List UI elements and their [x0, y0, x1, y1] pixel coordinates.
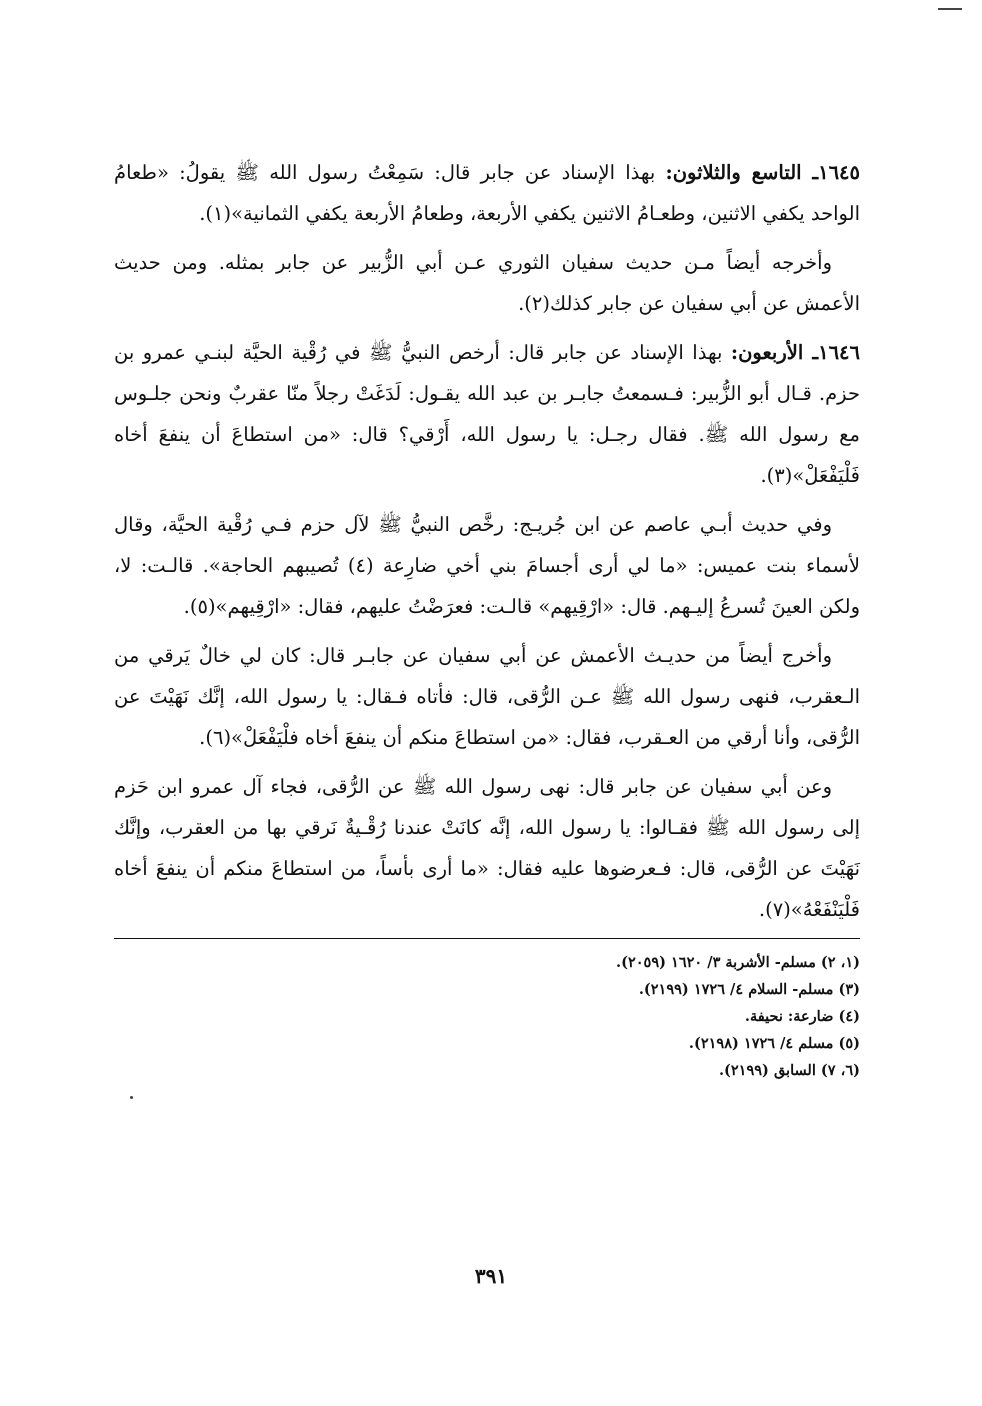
speck — [130, 1096, 133, 1099]
hadith-number: ١٦٤٥ — [818, 161, 860, 184]
footnotes — [114, 949, 860, 1084]
footnote: (٦، ٧) السابق (٢١٩٩). — [718, 1062, 860, 1079]
footnote: (٣) مسلم- السلام ٤/ ١٧٢٦ (٢١٩٩). — [638, 981, 860, 998]
hadith-number: ١٦٤٦ — [818, 341, 860, 364]
paragraph-text: بهذا الإسناد عن جابر قال: أرخص النبيُّ ﷺ في رُقْية الحيَّة لبنـي عمرو بن حزم. قـال أبو الزُّبير: فـسمعتُ جابـر بن عبد الله يقـول: لَدَغَتْ رجلاً منّا عقربٌ ونحن جلـوس مع رسول الله ﷺ. فقال رجـل: يا رسول الله، أَرْقي؟ قال: «من استطاعَ أن ينفعَ أخاه فَلْيَفْعَلْ»(٣). — [114, 341, 860, 487]
paragraph-text: وفي حديث أبـي عاصم عن ابن جُريـج: رخَّص النبيُّ ﷺ لآل حزم فـي رُقْية الحيَّة، وقال لأسماء بنت عميس: «ما لي أرى أجسامَ بني أخي ضارِعة (٤) تُصيبهم الحاجة». قالـت: لا، ولكن العينَ تُسرعُ إليـهم. قال: «ارْقِيهم» قالـت: فعرَضْتُ عليهم، فقال: «ارْقِيهم»(٥). — [114, 513, 860, 618]
paragraph — [114, 504, 860, 627]
footnote-separator — [114, 938, 860, 939]
footnote: (٤) ضارعة: نحيفة. — [744, 1008, 860, 1025]
paragraph — [114, 635, 860, 758]
page-number: ٣٩١ — [474, 1264, 508, 1288]
paragraph-text: وأخرجه أيضاً مـن حديث سفيان الثوري عـن أبي الزُّبير عن جابر بمثله. ومن حديث الأعمش عن أبي سفيان عن جابر كذلك(٢). — [114, 251, 860, 315]
footnote: (١، ٢) مسلم- الأشربة ٣/ ١٦٢٠ (٢٠٥٩). — [616, 954, 860, 971]
paragraph — [114, 242, 860, 324]
paragraph — [114, 766, 860, 930]
paragraph-text: وعن أبي سفيان عن جابر قال: نهى رسول الله ﷺ عن الرُّقى، فجاء آل عمرو ابن حَزم إلى رسول الله ﷺ فقـالوا: يا رسول الله، إنَّه كانَتْ عندنا رُقْـيةٌ نَرقي بها من العقرب، وإنَّك نَهَيْتَ عن الرُّقى، قال: فـعرضوها عليه فقال: «ما أرى بأساً، من استطاعَ منكم أن ينفعَ أخاه فَلْيَنْفَعْهُ»(٧). — [114, 775, 860, 921]
hadith-heading: ـ الأربعون: — [730, 341, 819, 364]
hadith-paragraph — [114, 332, 860, 496]
paragraph-text: بهذا الإسناد عن جابر قال: سَمِعْتُ رسول الله ﷺ يقولُ: «طعامُ الواحد يكفي الاثنين، وطعـامُ الاثنين يكفي الأربعة، وطعامُ الأربعة يكفي الثمانية»(١). — [114, 161, 860, 225]
hadith-paragraph — [114, 152, 860, 234]
page-body — [114, 152, 860, 1084]
footnote: (٥) مسلم ٤/ ١٧٢٦ (٢١٩٨). — [688, 1035, 860, 1052]
corner-mark — [938, 8, 962, 10]
hadith-heading: ـ التاسع والثلاثون: — [665, 161, 819, 184]
paragraph-text: وأخرج أيضاً من حديـث الأعمش عن أبي سفيان عن جابـر قال: كان لي خالٌ يَرقي من الـعقرب، فنهى رسول الله ﷺ عـن الرُّقى، قال: فأتاه فـقال: يا رسول الله، إنَّك نَهَيْتَ عن الرُّقى، وأنا أرقي من العـقرب، فقال: «من استطاعَ منكم أن ينفعَ أخاه فلْيَفْعَلْ»(٦). — [114, 644, 860, 749]
